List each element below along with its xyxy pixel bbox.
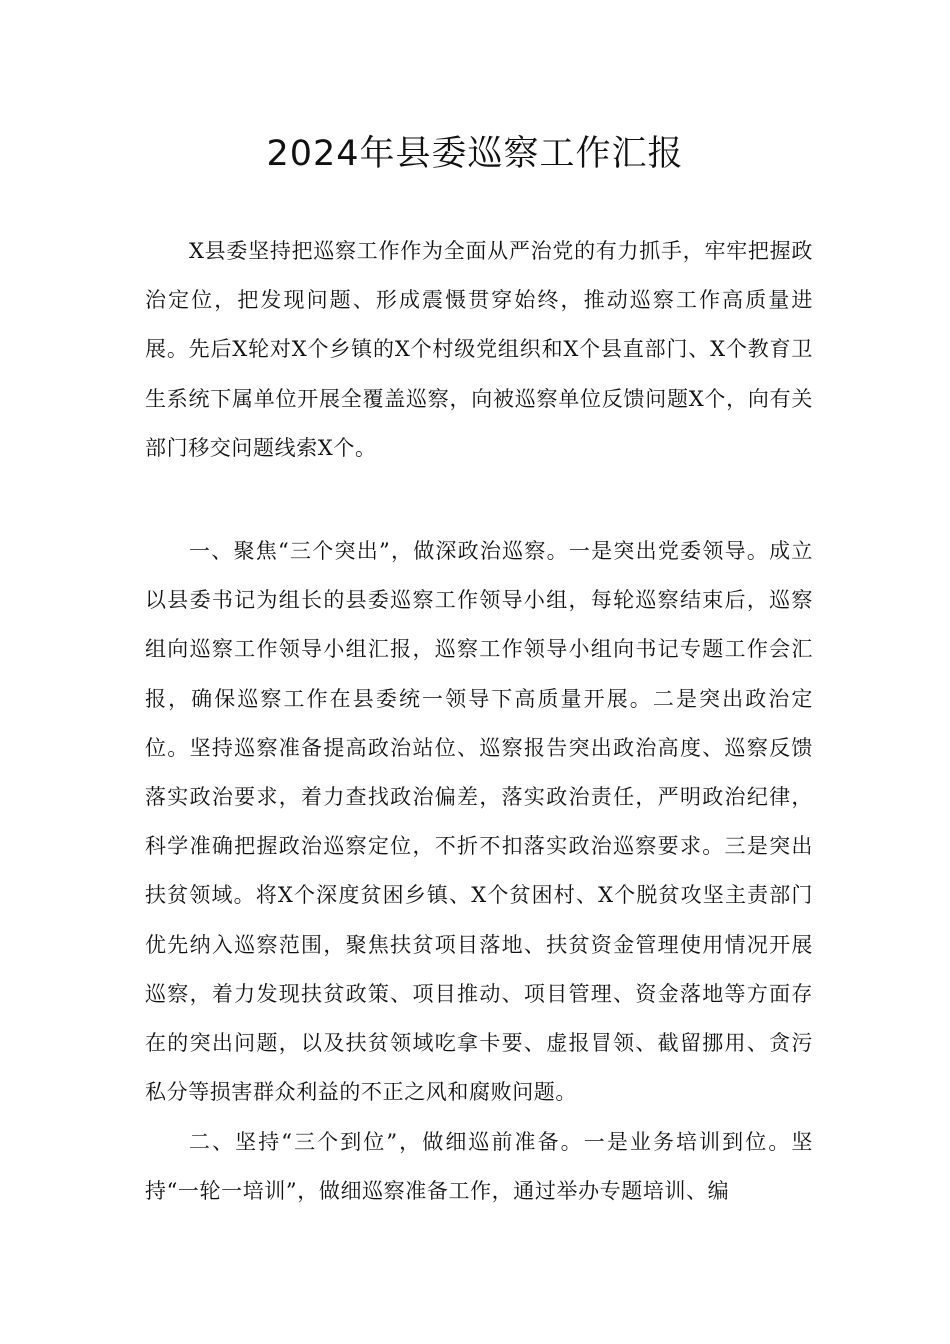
paragraph-section-two: 二、坚持“三个到位”，做细巡前准备。一是业务培训到位。坚持“一轮一培训”，做细巡察准备工作，通过举办专题培训、编: [145, 1130, 813, 1204]
paragraph-section-one: 一、聚焦“三个突出”，做深政治巡察。一是突出党委领导。成立以县委书记为组长的县委巡察工作领导小组，每轮巡察结束后，巡察组向巡察工作领导小组汇报，巡察工作领导小组向书记专题工作会汇报，确保巡察工作在县委统一领导下高质量开展。二是突出政治定位。坚持巡察准备提高政治站位、巡察报告突出政治高度、巡察反馈落实政治要求，着力查找政治偏差，落实政治责任，严明政治纪律，科学准确把握政治巡察定位，不折不扣落实政治巡察要求。三是突出扶贫领域。将X个深度贫困乡镇、X个贫困村、X个脱贫攻坚主责部门优先纳入巡察范围，聚焦扶贫项目落地、扶贫资金管理使用情况开展巡察，着力发现扶贫政策、项目推动、项目管理、资金落地等方面存在的突出问题，以及扶贫领域吃拿卡要、虚报冒领、截留挪用、贪污私分等损害群众利益的不正之风和腐败问题。: [145, 539, 813, 1105]
document-title: 2024年县委巡察工作汇报: [266, 134, 684, 174]
paragraph-intro: X县委坚持把巡察工作作为全面从严治党的有力抓手，牢牢把握政治定位，把发现问题、形成震慑贯穿始终，推动巡察工作高质量进展。先后X轮对X个乡镇的X个村级党组织和X个县直部门、X个教育卫生系统下属单位开展全覆盖巡察，向被巡察单位反馈问题X个，向有关部门移交问题线索X个。: [145, 239, 813, 460]
